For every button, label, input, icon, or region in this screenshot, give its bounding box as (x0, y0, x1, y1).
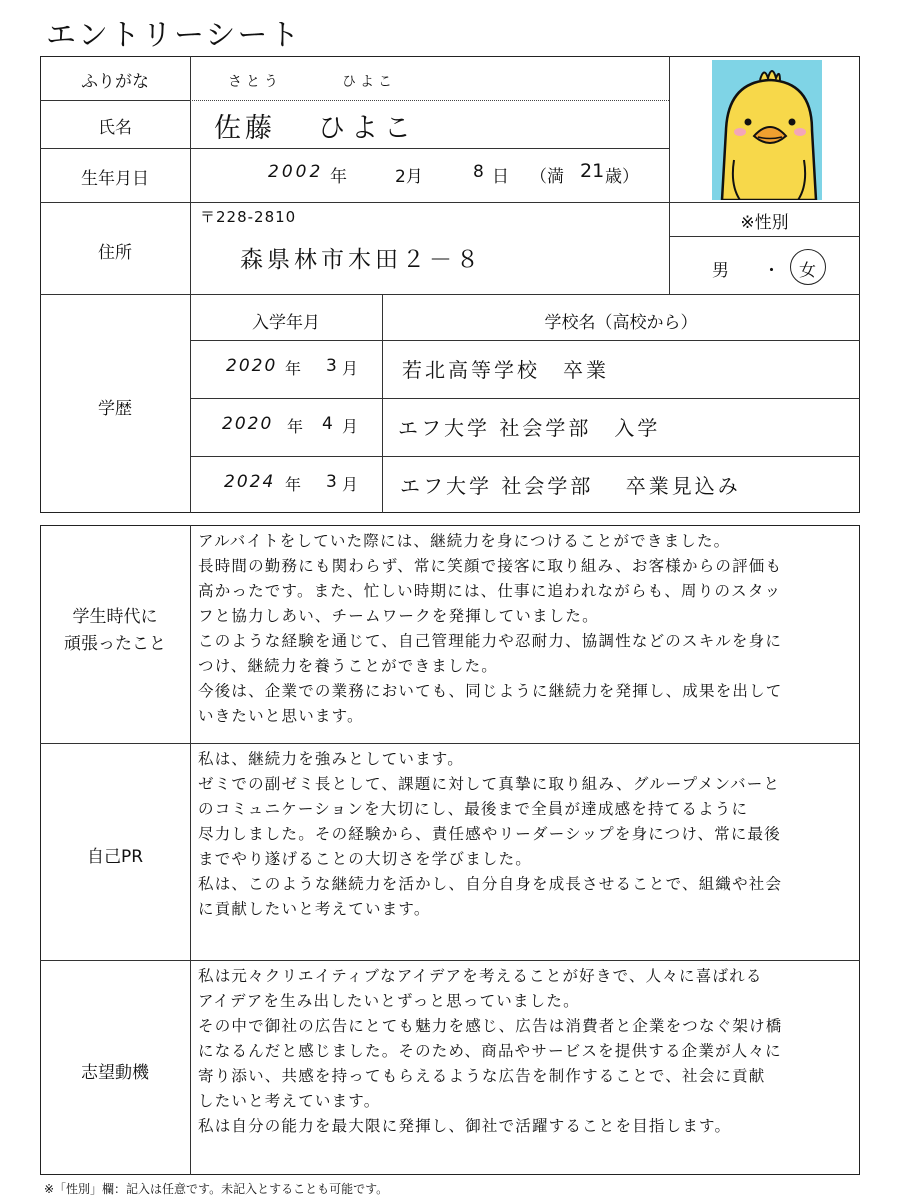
address-label: 住所 (98, 243, 132, 263)
edu-col-date: 入学年月 (252, 313, 320, 333)
chick-avatar-icon (712, 60, 822, 200)
edu-row-2-month-unit: 月 (342, 417, 359, 436)
edu-row-3-school: エフ大学 社会学部 卒業見込み (400, 474, 741, 498)
address-line: 森県林市木田２－８ (240, 247, 483, 273)
furigana-family: さとう (228, 74, 282, 90)
edu-row-1-year: 2020 (226, 356, 278, 376)
edu-row-1-school: 若北高等学校 卒業 (402, 358, 609, 382)
self-pr-text: 私は、継続力を強みとしています。 ゼミでの副ゼミ長として、課題に対して真摯に取り組み、グループメンバーと のコミュニケーションを大切にし、最後まで全員が達成感を持てるように 尽力しました。その経験から、責任感やリーダーシップを身につけ、常に最後 までやり遂げることの大切さを学びました。 私は、このような継続力を活かし、自分自身を成長させることで、組織や社会 に貢献したいと考えています。 (198, 750, 783, 918)
page-title: エントリーシート (46, 18, 302, 53)
edu-row-2-year: 2020 (222, 414, 274, 434)
student-effort-label: 学生時代に 頑張ったこと (64, 607, 166, 654)
edu-row-1-year-unit: 年 (285, 359, 302, 378)
chick-cheek-right (794, 128, 806, 136)
edu-row-3-year-unit: 年 (285, 475, 302, 494)
photo-frame (712, 60, 822, 200)
name-label: 氏名 (98, 118, 132, 138)
furigana-label: ふりがな (81, 72, 149, 92)
edu-row-2-year-unit: 年 (287, 417, 304, 436)
education-label: 学歴 (98, 399, 132, 419)
birth-month: 2月 (395, 167, 423, 187)
footnote: ※「性別」欄：記入は任意です。未記入とすることも可能です。 (44, 1182, 389, 1196)
birth-year-unit: 年 (330, 167, 347, 187)
birth-age: 21 (580, 160, 605, 182)
self-pr-label: 自己PR (86, 847, 144, 867)
edu-row-2-month: 4 (322, 414, 333, 434)
birth-label: 生年月日 (81, 169, 149, 189)
gender-female: 女 (799, 261, 816, 281)
chick-eye-right (789, 119, 796, 126)
chick-eye-left (745, 119, 752, 126)
edu-row-1-month: 3 (326, 356, 337, 376)
edu-row-1-month-unit: 月 (342, 359, 359, 378)
chick-cheek-left (734, 128, 746, 136)
edu-row-3-year: 2024 (224, 472, 276, 492)
birth-age-prefix: （満 (530, 167, 564, 187)
motivation-label: 志望動機 (81, 1063, 149, 1083)
edu-row-3-month-unit: 月 (342, 475, 359, 494)
birth-day: 8 (473, 162, 484, 182)
gender-separator: ・ (763, 261, 780, 281)
name-family: 佐藤 (214, 113, 276, 144)
birth-age-unit: 歳） (605, 167, 639, 187)
birth-year: 2002 (268, 162, 324, 182)
gender-label: ※性別 (740, 213, 789, 233)
gender-male: 男 (712, 261, 729, 281)
edu-row-3-month: 3 (326, 472, 337, 492)
furigana-given: ひよこ (342, 74, 396, 90)
edu-col-school: 学校名（高校から） (544, 313, 698, 333)
motivation-text: 私は元々クリエイティブなアイデアを考えることが好きで、人々に喜ばれる アイデアを生み出したいとずっと思っていました。 その中で御社の広告にとても魅力を感じ、広告は消費者と企業をつなぐ架け橋 になるんだと感じました。そのため、商品やサービスを提供する企業が人々に 寄り添い、共感を持ってもらえるような広告を制作することで、社会に貢献 したいと考えています。 私は自分の能力を最大限に発揮し、御社で活躍することを目指します。 (198, 967, 783, 1135)
birth-day-unit: 日 (492, 167, 509, 187)
postal-code: 〒228-2810 (200, 208, 297, 226)
edu-row-2-school: エフ大学 社会学部 入学 (398, 416, 661, 440)
name-given: ひよこ (318, 113, 417, 144)
student-effort-text: アルバイトをしていた際には、継続力を身につけることができました。 長時間の勤務にも関わらず、常に笑顔で接客に取り組み、お客様からの評価も 高かったです。また、忙しい時期には、仕事に追われながらも、周りのスタッ フと協力しあい、チームワークを発揮していました。 このような経験を通じて、自己管理能力や忍耐力、協調性などのスキルを身に つけ、継続力を養うことができました。 今後は、企業での業務においても、同じように継続力を発揮し、成果を出して いきたいと思います。 (198, 532, 783, 725)
